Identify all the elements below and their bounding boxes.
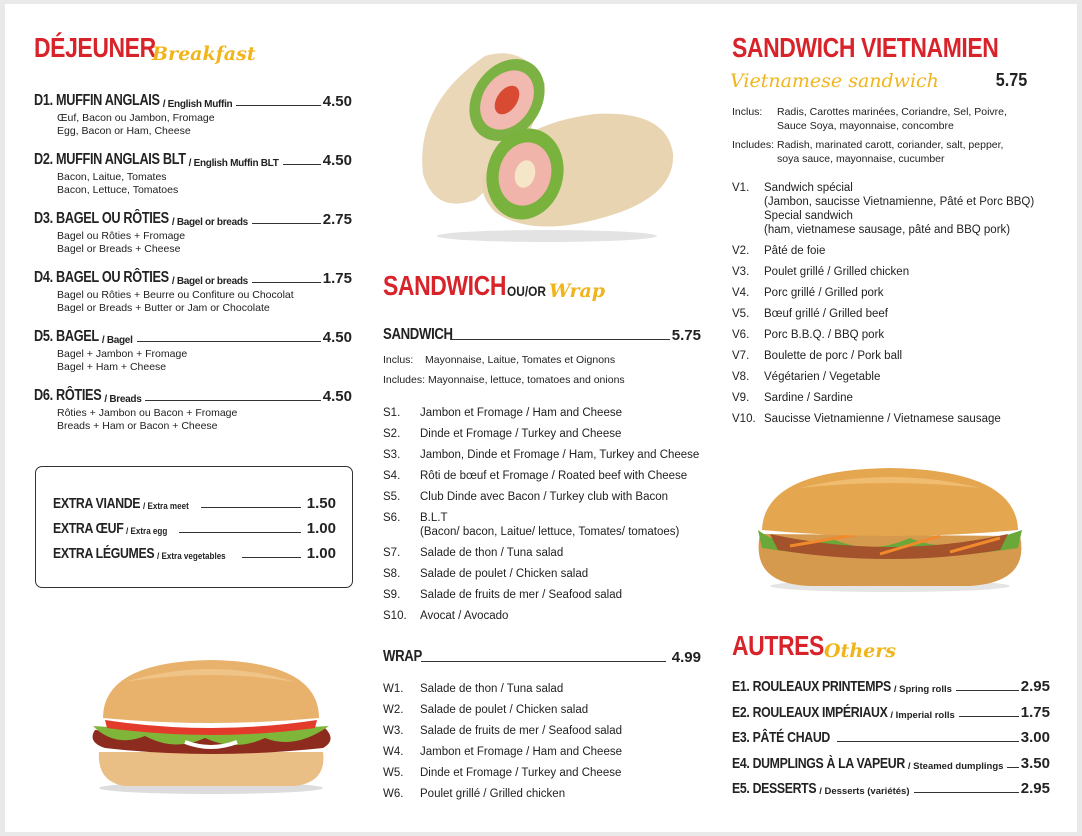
others-name: E3. PÂTÉ CHAUD bbox=[732, 729, 830, 746]
item-text: Jambon et Fromage / Ham and Cheese bbox=[420, 746, 622, 758]
others-price: 3.00 bbox=[1020, 729, 1050, 746]
item-desc-en: Bacon, Lettuce, Tomatoes bbox=[57, 184, 179, 196]
item-english: / English Muffin bbox=[162, 99, 233, 110]
item-code: S1. bbox=[383, 407, 401, 419]
item-code: S5. bbox=[383, 491, 401, 503]
breakfast-sandwich-image bbox=[85, 656, 337, 796]
item-desc-fr: Rôties + Jambon ou Bacon + Fromage bbox=[57, 407, 238, 419]
others-item bbox=[732, 678, 1050, 695]
extra-english: / Extra meet bbox=[143, 501, 190, 512]
item-code: S6. bbox=[383, 512, 401, 524]
list-item bbox=[383, 546, 699, 567]
list-item bbox=[732, 307, 1034, 328]
others-english: / Desserts (variétés) bbox=[819, 786, 910, 797]
item-code: V5. bbox=[732, 308, 750, 320]
wrap-price: 4.99 bbox=[671, 649, 701, 666]
item-english: / English Muffin BLT bbox=[188, 158, 279, 169]
item-text-more: (Bacon/ bacon, Laitue/ lettuce, Tomates/ tomatoes) bbox=[420, 526, 680, 538]
others-item bbox=[732, 704, 1050, 721]
item-name: D6. RÔTIES bbox=[34, 387, 102, 404]
item-code: V10. bbox=[732, 413, 756, 425]
item-code: V6. bbox=[732, 329, 750, 341]
sandwich-price: 5.75 bbox=[671, 327, 701, 344]
item-text: Jambon, Dinde et Fromage / Ham, Turkey and Cheese bbox=[420, 449, 700, 461]
item-code: V9. bbox=[732, 392, 750, 404]
sandwich-list bbox=[383, 406, 699, 630]
item-desc-en: Egg, Bacon or Ham, Cheese bbox=[57, 125, 191, 137]
extra-english: / Extra vegetables bbox=[157, 551, 226, 562]
item-code: W1. bbox=[383, 683, 404, 695]
list-item bbox=[383, 682, 622, 703]
list-item bbox=[732, 265, 1034, 286]
item-text: Poulet grillé / Grilled chicken bbox=[764, 266, 910, 278]
item-text: Végétarien / Vegetable bbox=[764, 371, 881, 383]
extras-box bbox=[35, 466, 353, 588]
wrap-header bbox=[383, 648, 701, 666]
list-item bbox=[732, 181, 1034, 244]
vietnamese-price: 5.75 bbox=[995, 70, 1028, 90]
item-text: Salade de thon / Tuna salad bbox=[420, 547, 564, 559]
list-item bbox=[732, 370, 1034, 391]
item-code: V7. bbox=[732, 350, 750, 362]
item-desc-en: Bagel or Breads + Butter or Jam or Chocolate bbox=[57, 302, 270, 314]
item-price: 4.50 bbox=[322, 152, 352, 169]
item-desc-fr: Bagel + Jambon + Fromage bbox=[57, 348, 188, 360]
list-item bbox=[383, 745, 622, 766]
item-code: S4. bbox=[383, 470, 401, 482]
list-item bbox=[732, 328, 1034, 349]
item-code: S2. bbox=[383, 428, 401, 440]
extra-price: 1.50 bbox=[306, 495, 336, 512]
vietnamese-title: SANDWICH VIETNAMIEN bbox=[732, 32, 999, 63]
others-item bbox=[732, 780, 1050, 797]
list-item bbox=[383, 609, 699, 630]
vietnamese-inclus: Inclus: Radis, Carottes marinées, Coriandre, Sel, Poivre, Sauce Soya, mayonnaise, concombre bbox=[732, 106, 1007, 132]
list-item bbox=[383, 567, 699, 588]
breakfast-title: DÉJEUNER bbox=[34, 32, 156, 63]
others-name: E4. DUMPLINGS À LA VAPEUR bbox=[732, 754, 905, 772]
item-text: Jambon et Fromage / Ham and Cheese bbox=[420, 407, 622, 419]
item-code: S10. bbox=[383, 610, 407, 622]
others-item bbox=[732, 729, 1050, 746]
extra-name: EXTRA ŒUF bbox=[53, 520, 124, 537]
item-text: Saucisse Vietnamienne / Vietnamese sausage bbox=[764, 413, 1001, 425]
vietnamese-includes: Includes: Radish, marinated carott, coriander, salt, pepper, soya sauce, mayonnaise, cucumber bbox=[732, 139, 1004, 165]
vietnamese-list bbox=[732, 181, 1034, 433]
others-title: AUTRES bbox=[732, 630, 824, 661]
list-item bbox=[383, 427, 699, 448]
list-item bbox=[732, 349, 1034, 370]
item-text: Salade de fruits de mer / Seafood salad bbox=[420, 725, 623, 737]
item-text: B.L.T bbox=[420, 512, 448, 524]
list-item bbox=[383, 766, 622, 787]
sandwich-connector: OU/OR bbox=[507, 283, 547, 299]
item-desc-en: Bagel or Breads + Cheese bbox=[57, 243, 181, 255]
breakfast-subtitle: Breakfast bbox=[152, 43, 256, 65]
item-code: S3. bbox=[383, 449, 401, 461]
sandwich-label: SANDWICH bbox=[383, 326, 453, 343]
others-name: E5. DESSERTS bbox=[732, 780, 817, 797]
others-name: E1. ROULEAUX PRINTEMPS bbox=[732, 678, 891, 695]
wrap-label: WRAP bbox=[383, 648, 422, 665]
list-item bbox=[383, 448, 699, 469]
item-text-more: (Jambon, saucisse Vietnamienne, Pâté et Porc BBQ) bbox=[764, 196, 1035, 208]
item-name: D2. MUFFIN ANGLAIS BLT bbox=[34, 151, 186, 168]
item-text-more: Special sandwich bbox=[764, 210, 853, 222]
item-text: Porc grillé / Grilled pork bbox=[764, 287, 884, 299]
item-english: / Bagel or breads bbox=[171, 217, 248, 228]
item-text-more: (ham, vietnamese sausage, pâté and BBQ pork) bbox=[764, 224, 1011, 236]
others-subtitle: Others bbox=[824, 640, 896, 662]
menu-page bbox=[5, 4, 1077, 832]
item-price: 4.50 bbox=[322, 388, 352, 405]
list-item bbox=[383, 511, 699, 546]
item-text: Rôti de bœuf et Fromage / Roated beef with Cheese bbox=[420, 470, 688, 482]
item-text: Dinde et Fromage / Turkey and Cheese bbox=[420, 428, 622, 440]
extra-price: 1.00 bbox=[306, 520, 336, 537]
item-text: Salade de fruits de mer / Seafood salad bbox=[420, 589, 623, 601]
item-code: S7. bbox=[383, 547, 401, 559]
item-text: Salade de poulet / Chicken salad bbox=[420, 704, 589, 716]
list-item bbox=[383, 703, 622, 724]
item-code: W3. bbox=[383, 725, 404, 737]
item-name: D3. BAGEL OU RÔTIES bbox=[34, 210, 169, 227]
item-price: 2.75 bbox=[322, 211, 352, 228]
item-text: Club Dinde avec Bacon / Turkey club with Bacon bbox=[420, 491, 669, 503]
list-item bbox=[383, 787, 622, 808]
item-text: Avocat / Avocado bbox=[420, 610, 509, 622]
list-item bbox=[383, 588, 699, 609]
extra-english: / Extra egg bbox=[126, 526, 168, 537]
item-text: Porc B.B.Q. / BBQ pork bbox=[764, 329, 885, 341]
item-text: Bœuf grillé / Grilled beef bbox=[764, 308, 888, 320]
item-text: Dinde et Fromage / Turkey and Cheese bbox=[420, 767, 622, 779]
item-code: V4. bbox=[732, 287, 750, 299]
sandwich-title: SANDWICH bbox=[383, 270, 506, 301]
others-english: / Steamed dumplings bbox=[907, 760, 1004, 772]
extra-name: EXTRA LÉGUMES bbox=[53, 545, 155, 562]
sandwich-includes: Includes: Mayonnaise, lettuce, tomatoes and onions bbox=[383, 374, 625, 386]
vietnamese-subtitle: Vietnamese sandwich bbox=[730, 70, 939, 92]
breakfast-item bbox=[34, 210, 352, 256]
item-price: 1.75 bbox=[322, 270, 352, 287]
item-code: V1. bbox=[732, 182, 750, 194]
list-item bbox=[732, 244, 1034, 265]
sandwich-header bbox=[383, 326, 701, 344]
item-name: D4. BAGEL OU RÔTIES bbox=[34, 269, 169, 286]
list-item bbox=[732, 412, 1034, 433]
item-text: Pâté de foie bbox=[764, 245, 826, 257]
item-price: 4.50 bbox=[322, 329, 352, 346]
item-code: W4. bbox=[383, 746, 404, 758]
extra-item bbox=[53, 495, 336, 512]
breakfast-item bbox=[34, 269, 352, 315]
list-item bbox=[383, 469, 699, 490]
extra-price: 1.00 bbox=[306, 545, 336, 562]
item-name: D5. BAGEL bbox=[34, 328, 99, 345]
item-code: V3. bbox=[732, 266, 750, 278]
extra-name: EXTRA VIANDE bbox=[53, 495, 141, 512]
item-english: / Bagel or breads bbox=[171, 276, 248, 287]
others-english: / Spring rolls bbox=[893, 684, 952, 695]
item-code: W5. bbox=[383, 767, 404, 779]
item-text: Salade de poulet / Chicken salad bbox=[420, 568, 589, 580]
others-item bbox=[732, 755, 1050, 772]
item-desc-en: Bagel + Ham + Cheese bbox=[57, 361, 167, 373]
item-desc-fr: Œuf, Bacon ou Jambon, Fromage bbox=[57, 112, 215, 124]
item-name: D1. MUFFIN ANGLAIS bbox=[34, 92, 160, 109]
item-code: W6. bbox=[383, 788, 404, 800]
others-price: 2.95 bbox=[1020, 678, 1050, 695]
sandwich-subtitle: Wrap bbox=[549, 280, 606, 302]
others-name: E2. ROULEAUX IMPÉRIAUX bbox=[732, 703, 888, 721]
item-desc-fr: Bacon, Laitue, Tomates bbox=[57, 171, 167, 183]
item-english: / Breads bbox=[104, 394, 142, 405]
extra-item bbox=[53, 520, 336, 537]
item-text: Boulette de porc / Pork ball bbox=[764, 350, 903, 362]
item-text: Poulet grillé / Grilled chicken bbox=[420, 788, 566, 800]
breakfast-item bbox=[34, 328, 352, 374]
item-text: Salade de thon / Tuna salad bbox=[420, 683, 564, 695]
others-price: 2.95 bbox=[1020, 780, 1050, 797]
item-text: Sandwich spécial bbox=[764, 182, 853, 194]
breakfast-item bbox=[34, 151, 352, 197]
list-item bbox=[732, 286, 1034, 307]
item-code: S9. bbox=[383, 589, 401, 601]
item-code: V8. bbox=[732, 371, 750, 383]
wrap-image bbox=[415, 44, 677, 244]
item-desc-en: Breads + Ham or Bacon + Cheese bbox=[57, 420, 218, 432]
breakfast-item bbox=[34, 92, 352, 138]
item-english: / Bagel bbox=[101, 335, 133, 346]
item-desc-fr: Bagel ou Rôties + Beurre ou Confiture ou Chocolat bbox=[57, 289, 294, 301]
sandwich-inclus: Inclus: Mayonnaise, Laitue, Tomates et Oignons bbox=[383, 354, 616, 366]
others-price: 3.50 bbox=[1020, 754, 1050, 772]
list-item bbox=[732, 391, 1034, 412]
item-code: W2. bbox=[383, 704, 404, 716]
others-english: / Imperial rolls bbox=[890, 709, 955, 721]
vietnamese-sandwich-image bbox=[750, 464, 1030, 594]
list-item bbox=[383, 724, 622, 745]
breakfast-item bbox=[34, 387, 352, 433]
list-item bbox=[383, 490, 699, 511]
item-price: 4.50 bbox=[322, 93, 352, 110]
item-code: S8. bbox=[383, 568, 401, 580]
others-price: 1.75 bbox=[1020, 703, 1050, 721]
list-item bbox=[383, 406, 699, 427]
item-code: V2. bbox=[732, 245, 750, 257]
item-text: Sardine / Sardine bbox=[764, 392, 853, 404]
wrap-list bbox=[383, 682, 622, 808]
item-desc-fr: Bagel ou Rôties + Fromage bbox=[57, 230, 186, 242]
extra-item bbox=[53, 545, 336, 562]
